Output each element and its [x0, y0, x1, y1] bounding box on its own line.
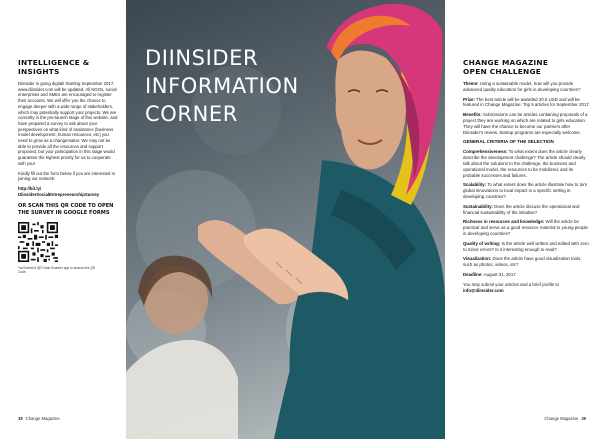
intelligence-body: [18, 81, 118, 182]
prize-label: Prize:: [463, 96, 475, 102]
visualization-label: Visualization:: [463, 256, 492, 262]
richness-text: Will the article be practical and serve as a good resource material to young people in developing countries?: [463, 219, 588, 236]
photo-title-line3: CORNER: [145, 102, 238, 126]
scalability-paragraph: [463, 182, 591, 199]
submit-paragraph: [463, 282, 591, 294]
scalability-text: To what extent does the article illustrate how to turn global innovations to local impact in a specific setting in developing countries?: [463, 182, 588, 199]
prize-paragraph: [463, 97, 591, 109]
intelligence-paragraph-1: Diinsider is going digital! Starting September 2017, www.diinsider.com will be updated. All NGOs, social enterprises and SMEs are encouraged to register their accounts. We will offer you the chance to engage deeper with a wide range of stakeholders, which may potentially support your projects. We are currently in the pre-launch stage of this website, and have prepared a survey to ask about your perspectives on what kind of assistance (business model development, human resources, etc) you need to grow as a changemaker. We may not be able to provide all the resources and support proposed, but your participation in this stage would guarantee the highest priority for us to cooperate with you!: [18, 81, 118, 166]
deadline-label: Deadline:: [463, 271, 483, 277]
photo-title-line2: INFORMATION: [145, 74, 299, 98]
sustainability-label: Sustainability:: [463, 203, 494, 209]
submit-email-link[interactable]: info@diinsider.com: [463, 287, 504, 293]
sustainability-text: Does the article discuss the operational and financial sustainability of the initiative?: [463, 203, 580, 215]
right-column: [445, 0, 600, 439]
page-number-right: 39: [581, 416, 586, 421]
quality-text: Is the article well written and edited with zero to minor errors? Is it interesting enough to read?: [463, 240, 589, 252]
survey-link-line1[interactable]: http://bit.ly/: [18, 185, 42, 191]
left-column: [0, 0, 126, 439]
footer-left-name: Change Magazine: [25, 416, 60, 421]
photo-panel: [126, 0, 445, 439]
intelligence-heading-line1: INTELLIGENCE &: [18, 58, 90, 67]
theme-paragraph: [463, 81, 591, 93]
theme-text: Using a sustainable model, how will you provide advanced quality education for girls in developing countries?: [463, 81, 581, 92]
criteria-heading: GENERAL CRITERIA OF THE SELECTION: [463, 139, 554, 145]
footer-left: [18, 416, 60, 421]
page-number-left: 38: [18, 416, 23, 421]
comprehensiveness-text: To what extent does the article clearly describe the development challenge? The article should clearly talk about the solutions to the challenge, the business and operational model, the resources to be mobilized, and its probable successes and failures.: [463, 149, 586, 178]
quality-paragraph: [463, 241, 591, 253]
comprehensiveness-paragraph: [463, 149, 591, 178]
sustainability-paragraph: [463, 204, 591, 216]
richness-label: Richness in resources and knowledge:: [463, 219, 545, 225]
deadline-text: August 31, 2017: [483, 271, 516, 277]
intelligence-paragraph-2: Kindly fill out the form below if you are interested in joining our network:: [18, 170, 115, 182]
scan-qr-heading: OR SCAN THIS QR CODE TO OPEN THE SURVEY IN GOOGLE FORMS: [18, 203, 114, 216]
left-content: [18, 58, 118, 274]
benefits-paragraph: [463, 112, 591, 135]
richness-paragraph: [463, 219, 591, 236]
visualization-text: Does the article have good visualization tools, such as photos, videos, etc?: [463, 256, 582, 268]
deadline-paragraph: [463, 272, 591, 278]
photo-title: [145, 44, 315, 128]
prize-text: The best article will be awarded 20.0 USD and will be featured in Change Magazine: Top 5 articles for September 2017.: [463, 96, 591, 108]
scalability-label: Scalability:: [463, 182, 487, 188]
challenge-heading-line2: OPEN CHALLENGE: [463, 67, 542, 76]
visualization-paragraph: [463, 256, 591, 268]
submit-text: You may submit your articles and a brief profile to: [463, 281, 559, 287]
qr-code-icon: [18, 222, 58, 262]
survey-link-line2[interactable]: DiinsiderSocialEntrepreneurshipSurvey: [18, 191, 100, 197]
benefits-label: Benefits:: [463, 112, 482, 118]
intelligence-heading: [18, 58, 118, 76]
challenge-heading: [463, 58, 591, 76]
right-content: [463, 58, 591, 297]
footer-right-name: Change Magazine: [544, 416, 579, 421]
photo-title-line1: DIINSIDER: [145, 46, 259, 70]
quality-label: Quality of writing:: [463, 240, 501, 246]
challenge-heading-line1: CHANGE MAGAZINE: [463, 58, 549, 67]
qr-note: You'll need a QR Code Scanner app to access this QR Code.: [18, 265, 96, 274]
footer-right: [544, 416, 586, 421]
comprehensiveness-label: Comprehensiveness:: [463, 149, 508, 155]
qr-code[interactable]: [18, 222, 58, 262]
theme-label: Theme:: [463, 81, 479, 86]
intelligence-heading-line2: INSIGHTS: [18, 67, 60, 76]
benefits-text: Submissions can be articles containing proposals of a project they are working on which are related to girls education. They will have the chance to become our partners after Diinsider's review. Startup programs are especially welcome.: [463, 112, 588, 135]
survey-link[interactable]: [18, 186, 118, 197]
